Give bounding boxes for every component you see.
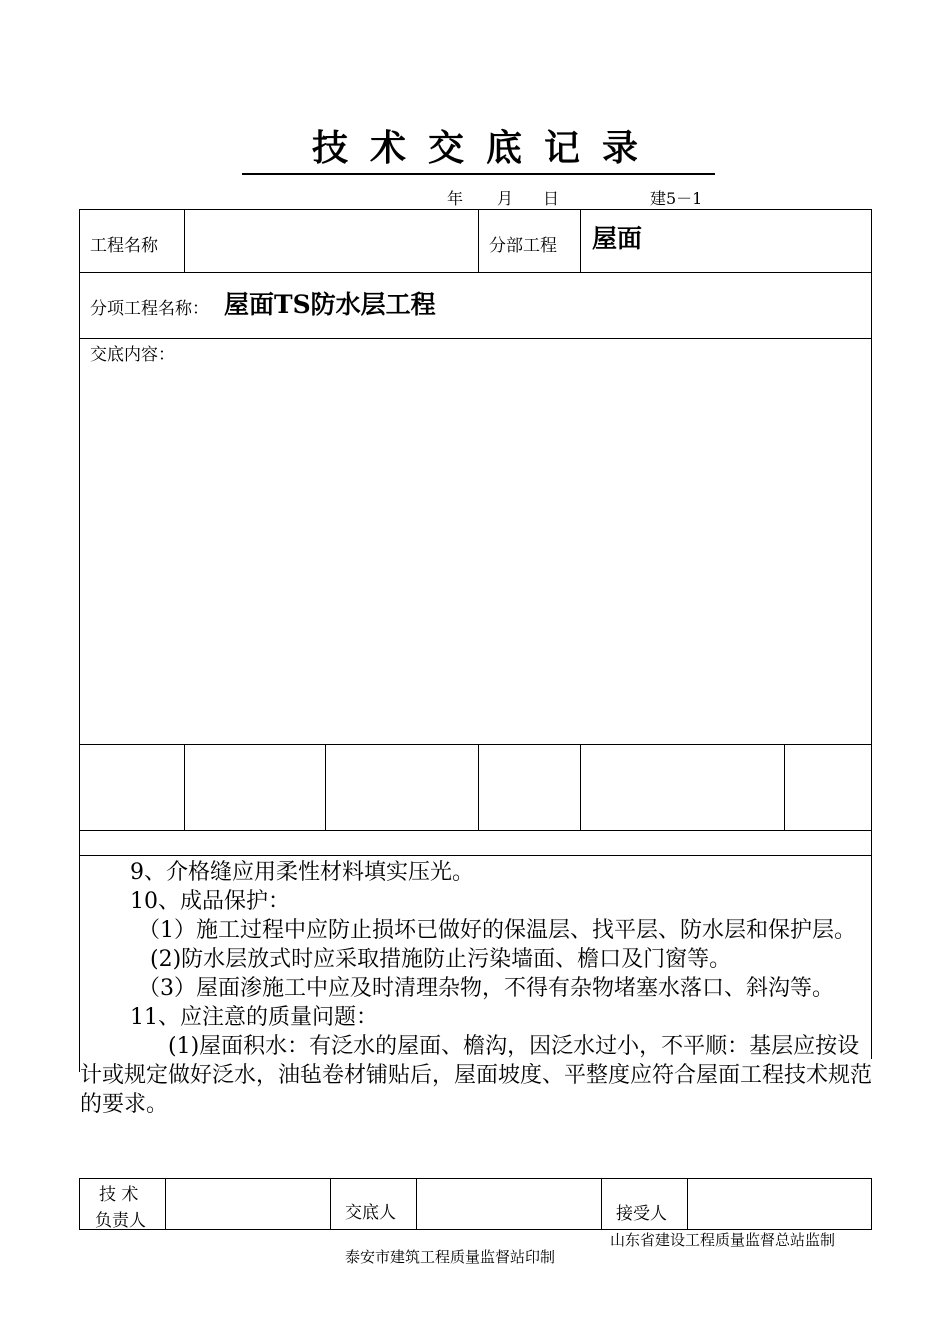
division-value: 屋面 [592,224,643,253]
content-paragraph: （1）施工过程中应防止损坏已做好的保温层、找平层、防水层和保护层。 [138,918,856,943]
content-paragraph: 10、成品保护： [130,889,290,914]
discloser-label: 交底人 [345,1203,396,1223]
date-day: 日 [543,189,560,208]
date-month: 月 [497,189,514,208]
subitem-label: 分项工程名称： [90,299,209,319]
tech-lead-label-line1: 技 术 [99,1185,139,1205]
content-paragraph: 11、应注意的质量问题： [130,1005,378,1030]
subitem-value: 屋面TS防水层工程 [224,290,436,319]
title-underline [242,173,715,175]
content-paragraph: （3）屋面渗施工中应及时清理杂物，不得有杂物堵塞水落口、斜沟等。 [138,976,834,1001]
content-paragraph: (1)屋面积水：有泛水的屋面、檐沟，因泛水过小，不平顺：基层应按设计或规定做好泛水，油毡卷材铺贴后，屋面坡度、平整度应符合屋面工程技术规范的要求。 [80,1034,873,1117]
content-paragraph: (2)防水层放式时应采取措施防止污染墙面、檐口及门窗等。 [150,947,732,972]
division-label: 分部工程 [489,236,557,256]
disclosure-content [80,858,872,1119]
footer-printer: 泰安市建筑工程质量监督站印制 [345,1248,556,1266]
tech-lead-label-line2: 负责人 [95,1211,146,1231]
date-year: 年 [447,189,464,208]
receiver-label: 接受人 [616,1204,667,1224]
content-label: 交底内容： [90,345,175,365]
form-code: 建5－1 [650,189,703,208]
content-paragraph: 9、介格缝应用柔性材料填实压光。 [130,860,474,885]
page-title: 技术交底记录 [311,127,660,169]
project-name-label: 工程名称 [90,236,158,256]
footer-supervisor: 山东省建设工程质量监督总站监制 [610,1231,836,1249]
